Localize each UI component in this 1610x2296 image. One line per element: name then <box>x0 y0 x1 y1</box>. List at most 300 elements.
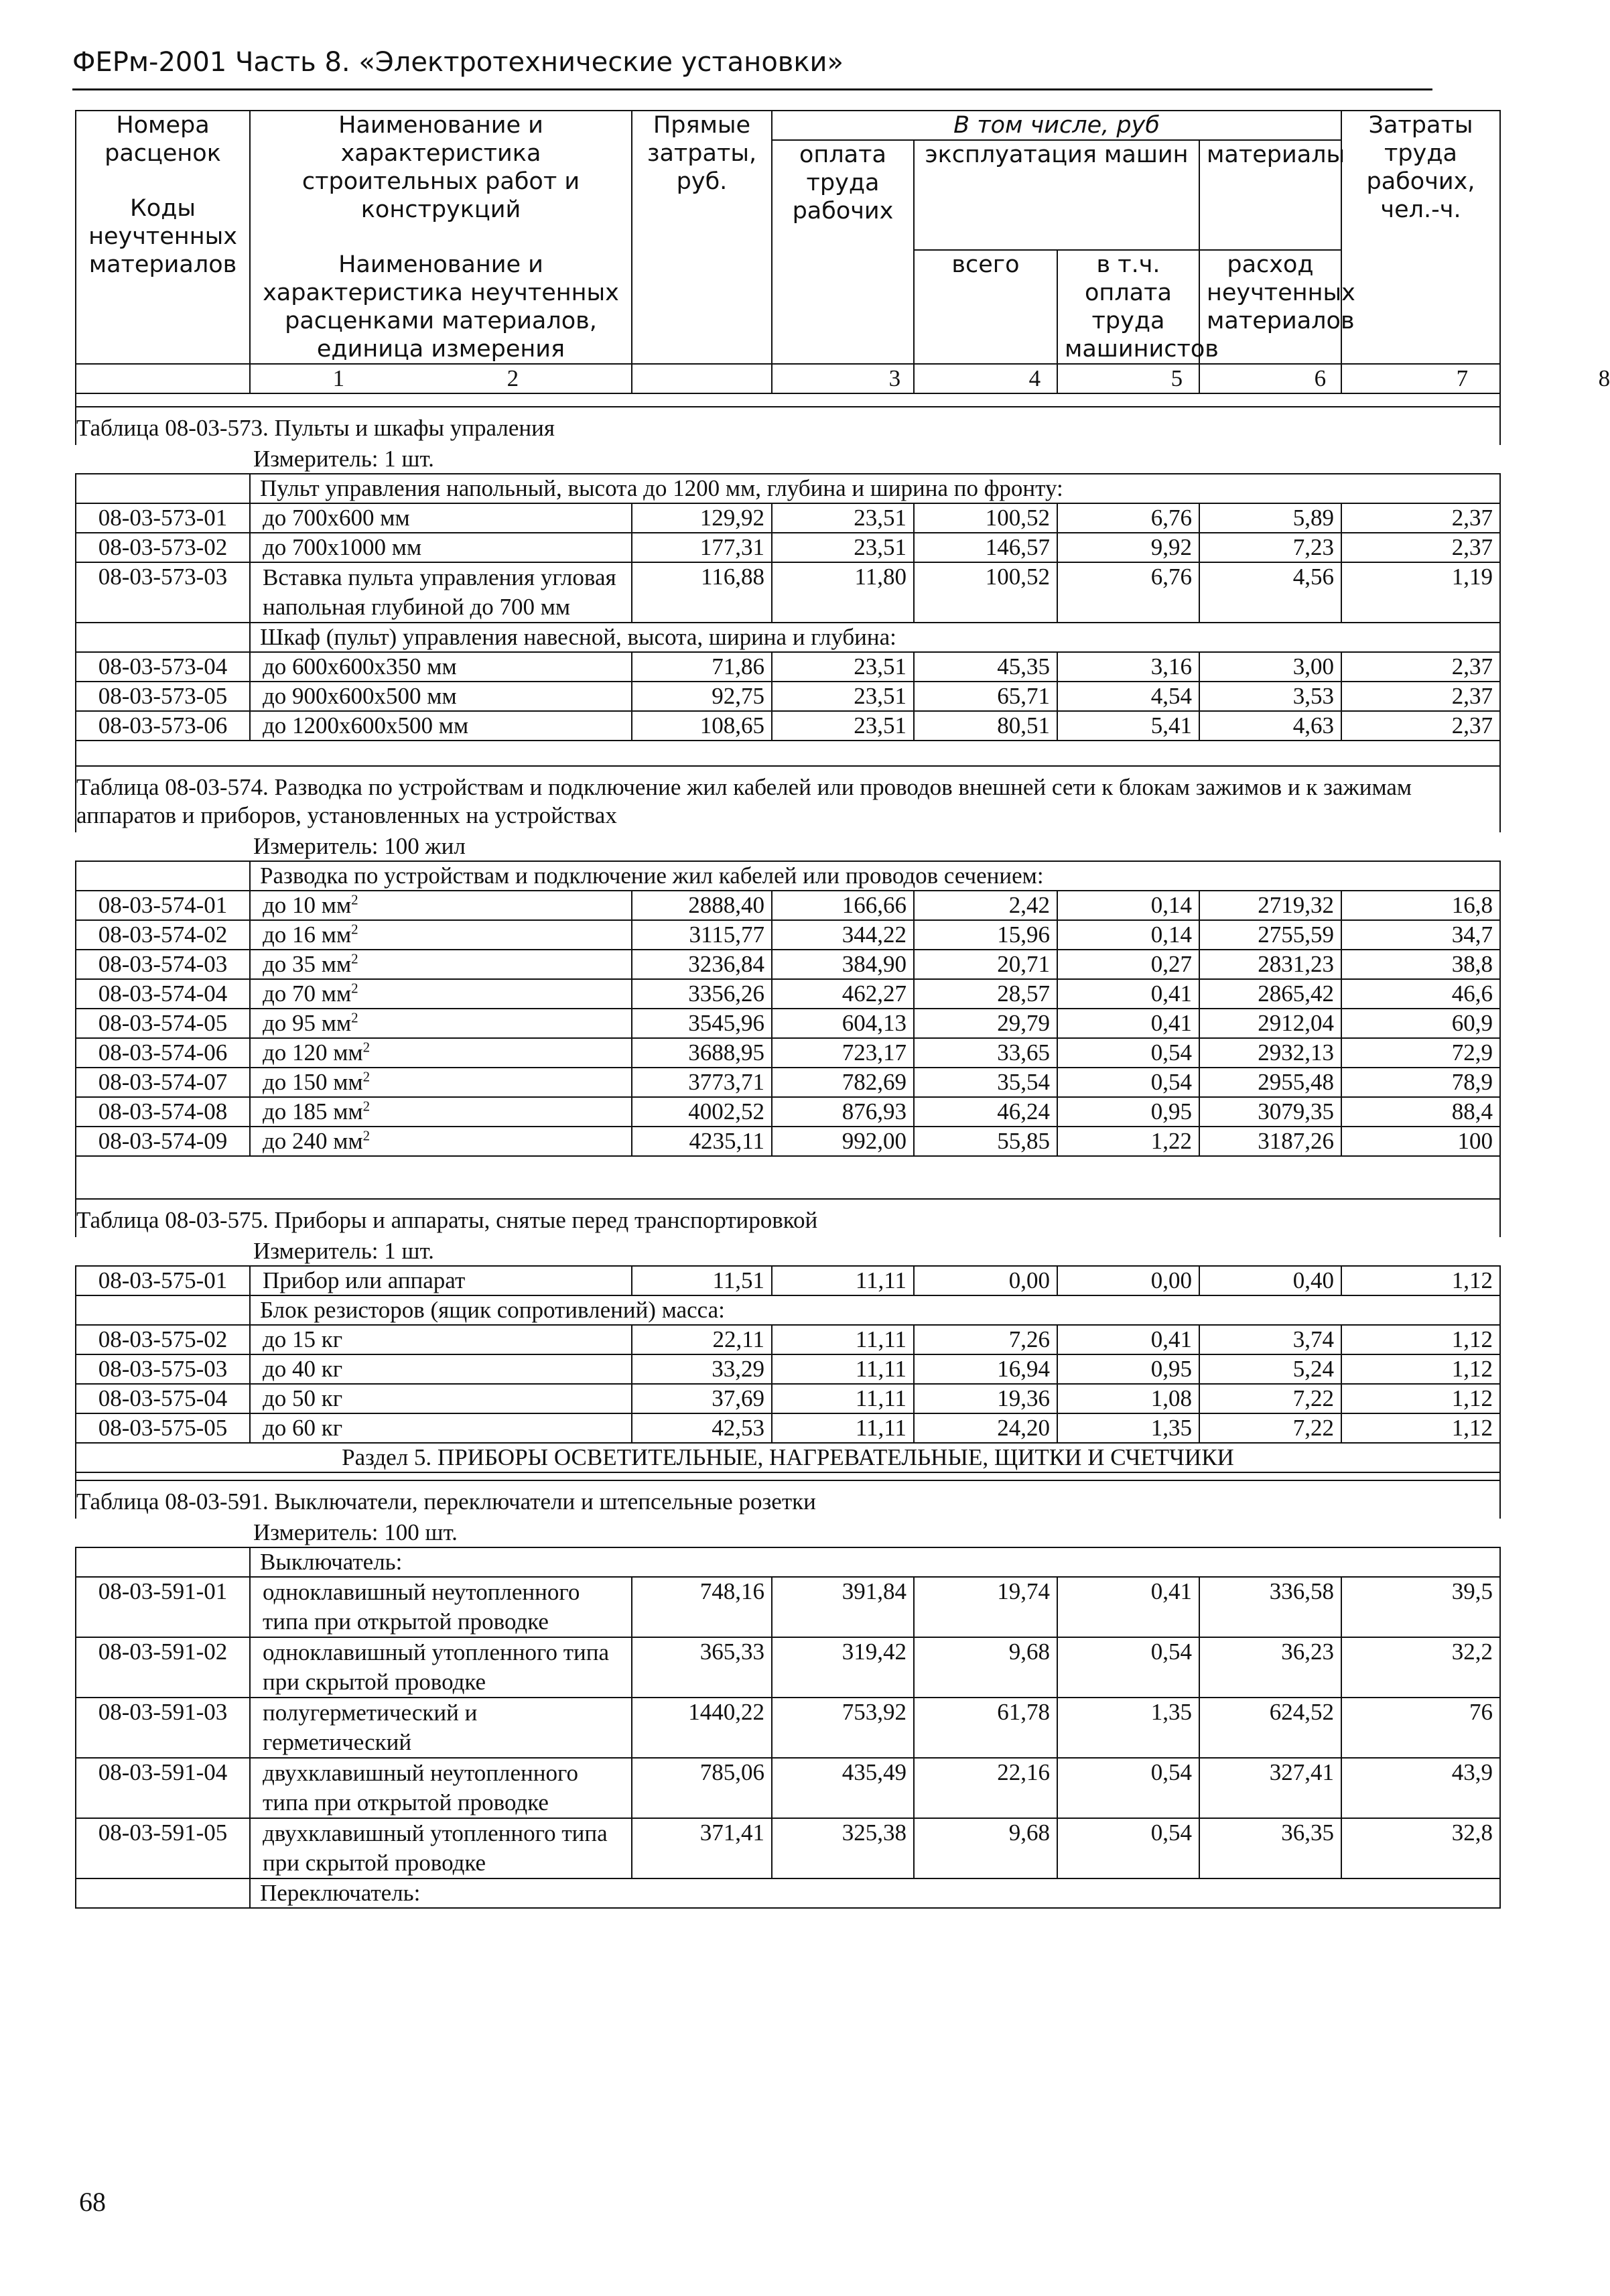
value-c6: 0,54 <box>1057 1637 1199 1698</box>
value-c8: 1,12 <box>1341 1325 1500 1354</box>
value-c3: 42,53 <box>632 1413 772 1443</box>
header-worker-pay: оплата труда рабочих <box>772 140 914 364</box>
value-c6: 3,16 <box>1057 652 1199 682</box>
rate-code: 08-03-574-05 <box>76 1009 250 1038</box>
value-c6: 0,54 <box>1057 1818 1199 1878</box>
value-c5: 19,36 <box>914 1384 1057 1413</box>
measure-unit: Измеритель: 1 шт. <box>253 446 434 472</box>
value-c7: 2755,59 <box>1199 920 1341 950</box>
rate-name <box>250 1577 632 1637</box>
measure-unit: Измеритель: 1 шт. <box>253 1238 434 1264</box>
value-c8: 2,37 <box>1341 711 1500 741</box>
table-title <box>76 1480 1500 1519</box>
table-header <box>76 111 1610 393</box>
column-number: 7 <box>1199 364 1341 393</box>
value-c8: 1,19 <box>1341 562 1500 623</box>
rate-name-text: Прибор или аппарат <box>263 1267 466 1293</box>
rate-name <box>250 1818 632 1878</box>
superscript: 2 <box>351 1009 358 1026</box>
value-c4: 344,22 <box>772 920 914 950</box>
superscript: 2 <box>351 921 358 938</box>
table-row <box>76 979 1500 1009</box>
value-c7: 327,41 <box>1199 1758 1341 1818</box>
value-c8: 72,9 <box>1341 1038 1500 1068</box>
value-c7: 36,23 <box>1199 1637 1341 1698</box>
rate-name <box>250 1097 632 1127</box>
header-machines: эксплуатация машин <box>914 140 1199 250</box>
value-c5: 65,71 <box>914 682 1057 711</box>
table-row <box>76 1698 1500 1758</box>
value-c5: 22,16 <box>914 1758 1057 1818</box>
table-row <box>76 652 1500 682</box>
table-row <box>76 950 1500 979</box>
value-c4: 782,69 <box>772 1068 914 1097</box>
value-c3: 3545,96 <box>632 1009 772 1038</box>
header-rule <box>72 88 1432 90</box>
table-number: Таблица 08-03-575. <box>76 1207 269 1233</box>
price-document <box>75 110 1610 1909</box>
rate-code: 08-03-574-06 <box>76 1038 250 1068</box>
rate-name <box>250 1266 632 1295</box>
value-c7: 2955,48 <box>1199 1068 1341 1097</box>
header-material-codes: Коды неучтенных материалов <box>88 195 237 278</box>
rate-name-text: двухклавишный утопленного типа при скрытой проводке <box>263 1820 608 1876</box>
spacer-row <box>76 1472 1500 1480</box>
value-c8: 60,9 <box>1341 1009 1500 1038</box>
rate-code: 08-03-574-03 <box>76 950 250 979</box>
rate-name-text: одноклавишный утопленного типа при скрытой проводке <box>263 1639 610 1695</box>
value-c5: 24,20 <box>914 1413 1057 1443</box>
value-c4: 11,11 <box>772 1413 914 1443</box>
measure-unit: Измеритель: 100 жил <box>253 833 466 859</box>
rate-name <box>250 1637 632 1698</box>
value-c6: 1,35 <box>1057 1698 1199 1758</box>
rate-name <box>250 1325 632 1354</box>
rate-name-text: одноклавишный неутопленного типа при открытой проводке <box>263 1579 580 1635</box>
value-c7: 4,56 <box>1199 562 1341 623</box>
value-c6: 0,95 <box>1057 1097 1199 1127</box>
value-c7: 2932,13 <box>1199 1038 1341 1068</box>
group-row <box>76 861 1500 891</box>
rate-name <box>250 503 632 533</box>
rate-name <box>250 1009 632 1038</box>
header-labor: Затраты труда рабочих, чел.-ч. <box>1341 111 1500 364</box>
value-c7: 5,89 <box>1199 503 1341 533</box>
rate-code: 08-03-591-01 <box>76 1577 250 1637</box>
rate-name-text: до 1200х600х500 мм <box>263 712 469 739</box>
value-c5: 61,78 <box>914 1698 1057 1758</box>
value-c7: 3,00 <box>1199 652 1341 682</box>
column-number: 1 <box>76 364 250 393</box>
rate-name-text: до 95 мм <box>263 1010 352 1036</box>
superscript: 2 <box>362 1098 371 1114</box>
group-heading: Выключатель: <box>250 1547 1500 1577</box>
value-c6: 0,14 <box>1057 891 1199 920</box>
rate-code: 08-03-575-04 <box>76 1384 250 1413</box>
value-c8: 43,9 <box>1341 1758 1500 1818</box>
value-c3: 785,06 <box>632 1758 772 1818</box>
value-c4: 11,11 <box>772 1354 914 1384</box>
value-c4: 23,51 <box>772 503 914 533</box>
rate-code: 08-03-574-07 <box>76 1068 250 1097</box>
value-c3: 748,16 <box>632 1577 772 1637</box>
rate-name-text: до 10 мм <box>263 892 352 918</box>
measure-row <box>76 832 1500 861</box>
group-heading: Шкаф (пульт) управления навесной, высота, ширина и глубина: <box>250 623 1500 652</box>
rate-code: 08-03-574-02 <box>76 920 250 950</box>
table-row <box>76 1038 1500 1068</box>
column-number: 5 <box>914 364 1057 393</box>
measure-row <box>76 1237 1500 1266</box>
rate-name <box>250 1758 632 1818</box>
rate-name <box>250 533 632 562</box>
header-work-name: Наименование и характеристика строительных работ и конструкций <box>301 112 580 223</box>
group-heading: Разводка по устройствам и подключение жил кабелей или проводов сечением: <box>250 861 1500 891</box>
value-c4: 23,51 <box>772 533 914 562</box>
value-c4: 319,42 <box>772 1637 914 1698</box>
value-c7: 624,52 <box>1199 1698 1341 1758</box>
column-number: 4 <box>772 364 914 393</box>
value-c5: 19,74 <box>914 1577 1057 1637</box>
rate-name <box>250 562 632 623</box>
header-materials: материалы <box>1199 140 1341 250</box>
value-c3: 108,65 <box>632 711 772 741</box>
header-machines-total: всего <box>914 250 1057 364</box>
value-c5: 33,65 <box>914 1038 1057 1068</box>
rate-code: 08-03-591-02 <box>76 1637 250 1698</box>
table-row <box>76 1097 1500 1127</box>
value-c5: 20,71 <box>914 950 1057 979</box>
value-c4: 723,17 <box>772 1038 914 1068</box>
column-number: 8 <box>1341 364 1500 393</box>
rate-name-text: до 120 мм <box>263 1039 363 1066</box>
header-names <box>250 111 632 364</box>
table-row <box>76 1413 1500 1443</box>
rate-code: 08-03-591-03 <box>76 1698 250 1758</box>
value-c8: 16,8 <box>1341 891 1500 920</box>
rate-code: 08-03-573-02 <box>76 533 250 562</box>
value-c4: 325,38 <box>772 1818 914 1878</box>
table-row <box>76 1354 1500 1384</box>
header-direct-costs: Прямые затраты, руб. <box>632 111 772 364</box>
rate-code: 08-03-573-06 <box>76 711 250 741</box>
value-c8: 2,37 <box>1341 682 1500 711</box>
value-c8: 1,12 <box>1341 1266 1500 1295</box>
table-number: Таблица 08-03-591. <box>76 1488 269 1515</box>
value-c6: 6,76 <box>1057 503 1199 533</box>
table-row <box>76 1127 1500 1156</box>
value-c5: 9,68 <box>914 1637 1057 1698</box>
value-c7: 7,22 <box>1199 1384 1341 1413</box>
table-caption: Пульты и шкафы упраления <box>274 415 555 441</box>
value-c7: 3,74 <box>1199 1325 1341 1354</box>
rate-code: 08-03-575-03 <box>76 1354 250 1384</box>
table-caption: Выключатели, переключатели и штепсельные розетки <box>274 1488 816 1515</box>
table-row <box>76 1068 1500 1097</box>
table-row <box>76 503 1500 533</box>
value-c8: 32,2 <box>1341 1637 1500 1698</box>
table-caption: Приборы и аппараты, снятые перед транспортировкой <box>274 1207 818 1233</box>
section-title: Раздел 5. ПРИБОРЫ ОСВЕТИТЕЛЬНЫЕ, НАГРЕВАТЕЛЬНЫЕ, ЩИТКИ И СЧЕТЧИКИ <box>76 1443 1500 1472</box>
value-c5: 35,54 <box>914 1068 1057 1097</box>
value-c6: 0,54 <box>1057 1038 1199 1068</box>
value-c5: 2,42 <box>914 891 1057 920</box>
value-c8: 2,37 <box>1341 652 1500 682</box>
table-caption: Разводка по устройствам и подключение жил кабелей или проводов внешней сети к блокам зажимов и к зажимам аппаратов и приборов, установленных на устройствах <box>76 774 1412 828</box>
value-c3: 371,41 <box>632 1818 772 1878</box>
rate-name <box>250 1384 632 1413</box>
value-c8: 32,8 <box>1341 1818 1500 1878</box>
value-c6: 0,41 <box>1057 1009 1199 1038</box>
value-c5: 28,57 <box>914 979 1057 1009</box>
rate-name <box>250 1354 632 1384</box>
group-heading: Переключатель: <box>250 1878 1500 1908</box>
measure-row <box>76 1519 1500 1547</box>
value-c5: 45,35 <box>914 652 1057 682</box>
column-number: 2 <box>250 364 632 393</box>
value-c3: 22,11 <box>632 1325 772 1354</box>
page-number: 68 <box>79 2187 106 2217</box>
value-c7: 3079,35 <box>1199 1097 1341 1127</box>
rate-name-text: полугерметический и герметический <box>263 1700 478 1755</box>
superscript: 2 <box>351 980 358 997</box>
rate-name-text: двухклавишный неутопленного типа при открытой проводке <box>263 1760 578 1815</box>
value-c4: 166,66 <box>772 891 914 920</box>
value-c6: 9,92 <box>1057 533 1199 562</box>
header-unaccounted-materials: расход неучтенных материалов <box>1199 250 1341 364</box>
spacer-row <box>76 393 1500 407</box>
value-c8: 2,37 <box>1341 503 1500 533</box>
value-c3: 3236,84 <box>632 950 772 979</box>
value-c3: 4235,11 <box>632 1127 772 1156</box>
value-c5: 29,79 <box>914 1009 1057 1038</box>
column-number: 6 <box>1057 364 1199 393</box>
value-c7: 2865,42 <box>1199 979 1341 1009</box>
table-title-row <box>76 1480 1500 1519</box>
superscript: 2 <box>351 891 358 908</box>
value-c6: 0,54 <box>1057 1068 1199 1097</box>
value-c7: 2912,04 <box>1199 1009 1341 1038</box>
value-c3: 71,86 <box>632 652 772 682</box>
rate-name <box>250 1698 632 1758</box>
value-c7: 0,40 <box>1199 1266 1341 1295</box>
rate-name <box>250 950 632 979</box>
header-operator-pay: в т.ч. оплата труда машинистов <box>1057 250 1199 364</box>
value-c3: 1440,22 <box>632 1698 772 1758</box>
table-row <box>76 1009 1500 1038</box>
table-row <box>76 711 1500 741</box>
table-title-row <box>76 766 1500 832</box>
rate-code: 08-03-573-01 <box>76 503 250 533</box>
rate-name-text: до 700х600 мм <box>263 505 410 531</box>
value-c5: 46,24 <box>914 1097 1057 1127</box>
value-c8: 1,12 <box>1341 1413 1500 1443</box>
spacer-row <box>76 741 1500 766</box>
rate-name-text: до 700х1000 мм <box>263 534 422 560</box>
value-c4: 992,00 <box>772 1127 914 1156</box>
rate-name-text: до 35 мм <box>263 951 352 977</box>
measure-unit: Измеритель: 100 шт. <box>253 1519 458 1545</box>
rate-code: 08-03-575-05 <box>76 1413 250 1443</box>
rate-name <box>250 979 632 1009</box>
rate-name-text: до 70 мм <box>263 980 352 1007</box>
value-c5: 9,68 <box>914 1818 1057 1878</box>
rate-code: 08-03-591-04 <box>76 1758 250 1818</box>
value-c4: 462,27 <box>772 979 914 1009</box>
rate-code: 08-03-575-01 <box>76 1266 250 1295</box>
group-row <box>76 1295 1500 1325</box>
value-c6: 0,41 <box>1057 1577 1199 1637</box>
running-head: ФЕРм-2001 Часть 8. «Электротехнические установки» <box>72 47 844 78</box>
group-heading: Пульт управления напольный, высота до 1200 мм, глубина и ширина по фронту: <box>250 474 1500 503</box>
measure-row <box>76 445 1500 474</box>
rate-name-text: до 185 мм <box>263 1098 363 1125</box>
value-c4: 11,11 <box>772 1325 914 1354</box>
table-row <box>76 1266 1500 1295</box>
rate-code: 08-03-574-08 <box>76 1097 250 1127</box>
value-c5: 55,85 <box>914 1127 1057 1156</box>
value-c3: 3773,71 <box>632 1068 772 1097</box>
table-title <box>76 766 1500 832</box>
value-c3: 129,92 <box>632 503 772 533</box>
rate-name <box>250 920 632 950</box>
rate-code: 08-03-591-05 <box>76 1818 250 1878</box>
value-c8: 100 <box>1341 1127 1500 1156</box>
group-row <box>76 474 1500 503</box>
value-c4: 23,51 <box>772 682 914 711</box>
value-c3: 37,69 <box>632 1384 772 1413</box>
value-c7: 36,35 <box>1199 1818 1341 1878</box>
value-c6: 0,14 <box>1057 920 1199 950</box>
value-c4: 23,51 <box>772 652 914 682</box>
value-c7: 3187,26 <box>1199 1127 1341 1156</box>
rate-name-text: до 16 мм <box>263 921 352 948</box>
value-c6: 5,41 <box>1057 711 1199 741</box>
superscript: 2 <box>362 1127 371 1144</box>
table-row <box>76 1818 1500 1878</box>
table-row <box>76 1637 1500 1698</box>
value-c6: 0,54 <box>1057 1758 1199 1818</box>
value-c7: 5,24 <box>1199 1354 1341 1384</box>
value-c3: 365,33 <box>632 1637 772 1698</box>
header-material-name: Наименование и характеристика неучтенных расценками материалов, единица измерения <box>263 251 619 363</box>
value-c7: 336,58 <box>1199 1577 1341 1637</box>
value-c5: 0,00 <box>914 1266 1057 1295</box>
rate-name-text: до 150 мм <box>263 1069 363 1095</box>
value-c3: 2888,40 <box>632 891 772 920</box>
table-title <box>76 407 1500 445</box>
table-number: Таблица 08-03-573. <box>76 415 269 441</box>
superscript: 2 <box>351 950 358 967</box>
value-c3: 3356,26 <box>632 979 772 1009</box>
rate-code: 08-03-573-04 <box>76 652 250 682</box>
value-c4: 384,90 <box>772 950 914 979</box>
value-c8: 78,9 <box>1341 1068 1500 1097</box>
value-c8: 46,6 <box>1341 979 1500 1009</box>
value-c6: 0,95 <box>1057 1354 1199 1384</box>
table-row <box>76 1384 1500 1413</box>
value-c5: 100,52 <box>914 503 1057 533</box>
value-c8: 2,37 <box>1341 533 1500 562</box>
value-c6: 1,08 <box>1057 1384 1199 1413</box>
value-c6: 1,22 <box>1057 1127 1199 1156</box>
value-c3: 116,88 <box>632 562 772 623</box>
value-c3: 33,29 <box>632 1354 772 1384</box>
table-title-row <box>76 407 1500 445</box>
column-numbers <box>76 364 1500 393</box>
rate-name <box>250 682 632 711</box>
value-c4: 11,11 <box>772 1384 914 1413</box>
table-row <box>76 1577 1500 1637</box>
table-row <box>76 533 1500 562</box>
value-c7: 4,63 <box>1199 711 1341 741</box>
header-codes <box>76 111 250 364</box>
rate-name <box>250 891 632 920</box>
rate-name <box>250 652 632 682</box>
table-title-row <box>76 1199 1500 1237</box>
rate-name-text: до 15 кг <box>263 1326 343 1352</box>
value-c8: 1,12 <box>1341 1354 1500 1384</box>
value-c4: 876,93 <box>772 1097 914 1127</box>
value-c6: 0,00 <box>1057 1266 1199 1295</box>
header-including: В том числе, руб <box>772 111 1341 140</box>
table-row <box>76 891 1500 920</box>
rate-code: 08-03-574-09 <box>76 1127 250 1156</box>
value-c5: 16,94 <box>914 1354 1057 1384</box>
value-c8: 34,7 <box>1341 920 1500 950</box>
superscript: 2 <box>362 1039 371 1056</box>
value-c4: 391,84 <box>772 1577 914 1637</box>
rate-name-text: до 600х600х350 мм <box>263 653 457 680</box>
value-c4: 435,49 <box>772 1758 914 1818</box>
value-c4: 23,51 <box>772 711 914 741</box>
group-row <box>76 1547 1500 1577</box>
value-c7: 3,53 <box>1199 682 1341 711</box>
value-c8: 88,4 <box>1341 1097 1500 1127</box>
spacer-row <box>76 1156 1500 1199</box>
value-c3: 177,31 <box>632 533 772 562</box>
value-c7: 2719,32 <box>1199 891 1341 920</box>
value-c6: 1,35 <box>1057 1413 1199 1443</box>
table-row <box>76 1758 1500 1818</box>
value-c5: 15,96 <box>914 920 1057 950</box>
value-c8: 38,8 <box>1341 950 1500 979</box>
section-row <box>76 1443 1500 1472</box>
value-c7: 2831,23 <box>1199 950 1341 979</box>
rate-name <box>250 1068 632 1097</box>
rate-code: 08-03-574-04 <box>76 979 250 1009</box>
table-row <box>76 562 1500 623</box>
header-rate-numbers: Номера расценок <box>105 112 221 167</box>
value-c8: 1,12 <box>1341 1384 1500 1413</box>
column-number: 3 <box>632 364 772 393</box>
table-row <box>76 920 1500 950</box>
value-c6: 4,54 <box>1057 682 1199 711</box>
value-c5: 146,57 <box>914 533 1057 562</box>
value-c5: 7,26 <box>914 1325 1057 1354</box>
rate-name-text: до 50 кг <box>263 1385 343 1411</box>
value-c8: 76 <box>1341 1698 1500 1758</box>
value-c3: 11,51 <box>632 1266 772 1295</box>
value-c3: 4002,52 <box>632 1097 772 1127</box>
value-c7: 7,22 <box>1199 1413 1341 1443</box>
rate-code: 08-03-575-02 <box>76 1325 250 1354</box>
value-c6: 0,41 <box>1057 1325 1199 1354</box>
price-table <box>75 110 1610 1909</box>
table-row <box>76 1325 1500 1354</box>
value-c5: 100,52 <box>914 562 1057 623</box>
value-c7: 7,23 <box>1199 533 1341 562</box>
